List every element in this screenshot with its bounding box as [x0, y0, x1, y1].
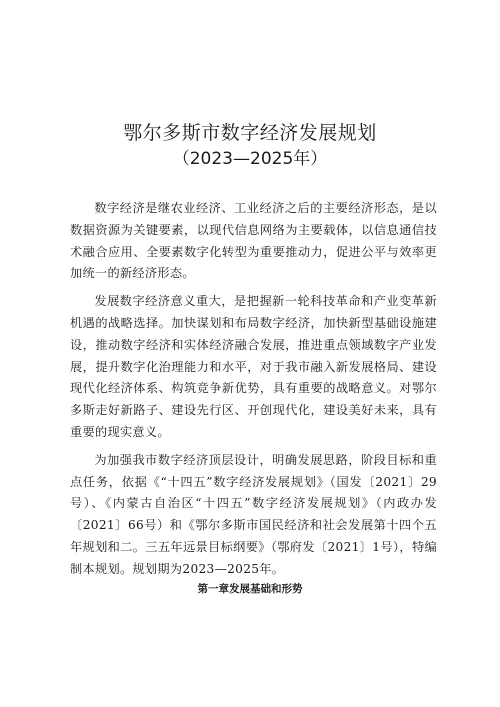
chapter-heading: 第一章发展基础和形势	[197, 583, 303, 595]
document-title: 鄂尔多斯市数字经济发展规划	[123, 122, 377, 144]
paragraph-basis: 为加强我市数字经济顶层设计，明确发展思路，阶段目标和重点任务，依据《“十四五”数字经济发展规划》（国发〔2021〕29号）、《内蒙古自治区“十四五”数字经济发展规划》（内政办发〔2021〕66号）和《鄂尔多斯市国民经济和社会发展第十四个五年规划和二。三五年远景目标纲要》（鄂府发〔2021〕1号），特编制本规划。规划期为2023—2025年。	[70, 452, 437, 576]
document-body	[70, 198, 437, 587]
paragraph-intro: 数字经济是继农业经济、工业经济之后的主要经济形态，是以数据资源为关键要素，以现代信息网络为主要载体，以信息通信技术融合应用、全要素数字化转型为重要推动力，促进公平与效率更加统一的新经济形态。	[70, 201, 437, 281]
paragraph-significance: 发展数字经济意义重大，是把握新一轮科技革命和产业变革新机遇的战略选择。加快谋划和布局数字经济，加快新型基础设施建设，推动数字经济和实体经济融合发展，推进重点领域数字产业发展，提升数字化治理能力和水平，对于我市融入新发展格局、建设现代化经济体系、构筑竞争新优势，具有重要的战略意义。对鄂尔多斯走好新路子、建设先行区、开创现代化，建设美好未来，具有重要的现实意义。	[70, 294, 437, 439]
document-subtitle: （2023—2025年）	[172, 149, 328, 169]
